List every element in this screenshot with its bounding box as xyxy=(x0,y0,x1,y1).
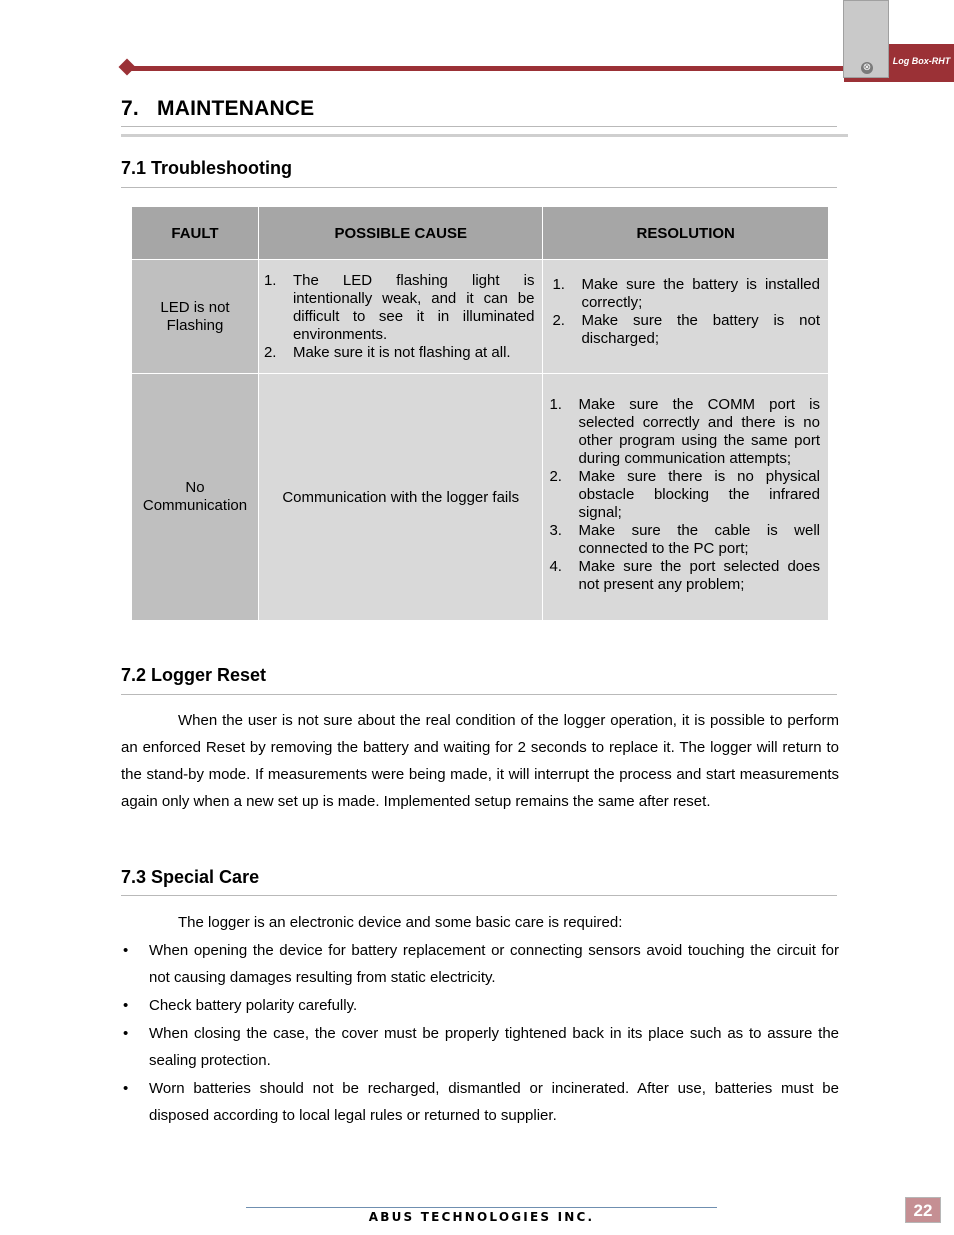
troubleshooting-rule xyxy=(121,187,837,188)
care-intro: The logger is an electronic device and some basic care is required: xyxy=(178,914,623,931)
list-item: • When opening the device for battery replacement or connecting sensors avoid touching the circuit for not causing damages resulting from static electricity. xyxy=(123,942,839,986)
list-item: 1. The LED flashing light is intentionally weak, and it can be difficult to see it in illuminated environments. xyxy=(263,271,535,343)
table-header-row xyxy=(132,207,829,260)
column-header-fault: FAULT xyxy=(132,207,259,260)
cause-cell xyxy=(258,260,542,374)
section-title xyxy=(121,97,314,121)
list-item: • Worn batteries should not be recharged, dismantled or incinerated. After use, batteries must be disposed according to local legal rules or returned to supplier. xyxy=(123,1080,839,1124)
list-item: 4. Make sure the port selected does not present any problem; xyxy=(549,558,820,593)
cause-cell xyxy=(258,374,542,621)
list-item: 1. Make sure the battery is installed correctly; xyxy=(552,275,820,311)
footer-rule xyxy=(246,1207,717,1208)
section-title-text: MAINTENANCE xyxy=(157,97,315,120)
page-number: 22 xyxy=(905,1197,941,1223)
resolution-list xyxy=(552,276,820,348)
list-item: 2. Make sure there is no physical obstacle blocking the infrared signal; xyxy=(549,468,820,521)
list-item: • When closing the case, the cover must be properly tightened back in its place such as to assure the sealing protection. xyxy=(123,1025,839,1069)
care-heading: 7.3 Special Care xyxy=(121,867,260,887)
resolution-list xyxy=(549,396,820,594)
reset-paragraph: When the user is not sure about the real condition of the logger operation, it is possible to perform an enforced Reset by removing the battery and waiting for 2 seconds to replace it. The logger will return to the stand-by mode. If measurements were being made, it will interrupt the process and start measurements again only when a new set up is made. Implemented setup remains the same after reset. xyxy=(121,712,839,810)
cause-text: Communication with the logger fails xyxy=(282,488,520,506)
list-item: 1. Make sure the COMM port is selected correctly and there is no other program using the same port during communication attempts; xyxy=(549,396,820,467)
column-header-cause: POSSIBLE CAUSE xyxy=(258,207,542,260)
fault-text: LED is not Flashing xyxy=(160,298,230,334)
header-diamond xyxy=(119,59,136,76)
resolution-cell xyxy=(543,260,829,374)
document-label: Log Box-RHT xyxy=(889,44,954,80)
reset-rule xyxy=(121,694,837,695)
table-row xyxy=(132,260,829,374)
fault-text: No Communication xyxy=(142,479,248,514)
troubleshooting-table xyxy=(131,206,829,621)
tab-circle-icon: ⊗ xyxy=(862,62,872,73)
section-rule-shadow xyxy=(121,134,848,137)
table-row xyxy=(132,374,829,621)
care-list xyxy=(121,937,839,1130)
section-number: 7. xyxy=(121,97,139,120)
column-header-resolution: RESOLUTION xyxy=(543,207,829,260)
fault-cell xyxy=(132,374,259,621)
footer-company: ABUS TECHNOLOGIES INC. xyxy=(368,1210,595,1224)
reset-heading: 7.2 Logger Reset xyxy=(121,665,267,685)
list-item: 2. Make sure the battery is not discharged; xyxy=(552,311,820,347)
header-rule xyxy=(126,66,844,71)
care-rule xyxy=(121,895,837,896)
fault-cell xyxy=(132,260,259,374)
cause-list xyxy=(264,272,534,362)
troubleshooting-heading: 7.1 Troubleshooting xyxy=(121,158,293,178)
resolution-cell xyxy=(543,374,829,621)
list-item: • Check battery polarity carefully. xyxy=(123,997,358,1014)
list-item: 3. Make sure the cable is well connected to the PC port; xyxy=(549,522,820,557)
list-item: 2. Make sure it is not flashing at all. xyxy=(263,343,511,361)
section-rule xyxy=(121,126,837,127)
